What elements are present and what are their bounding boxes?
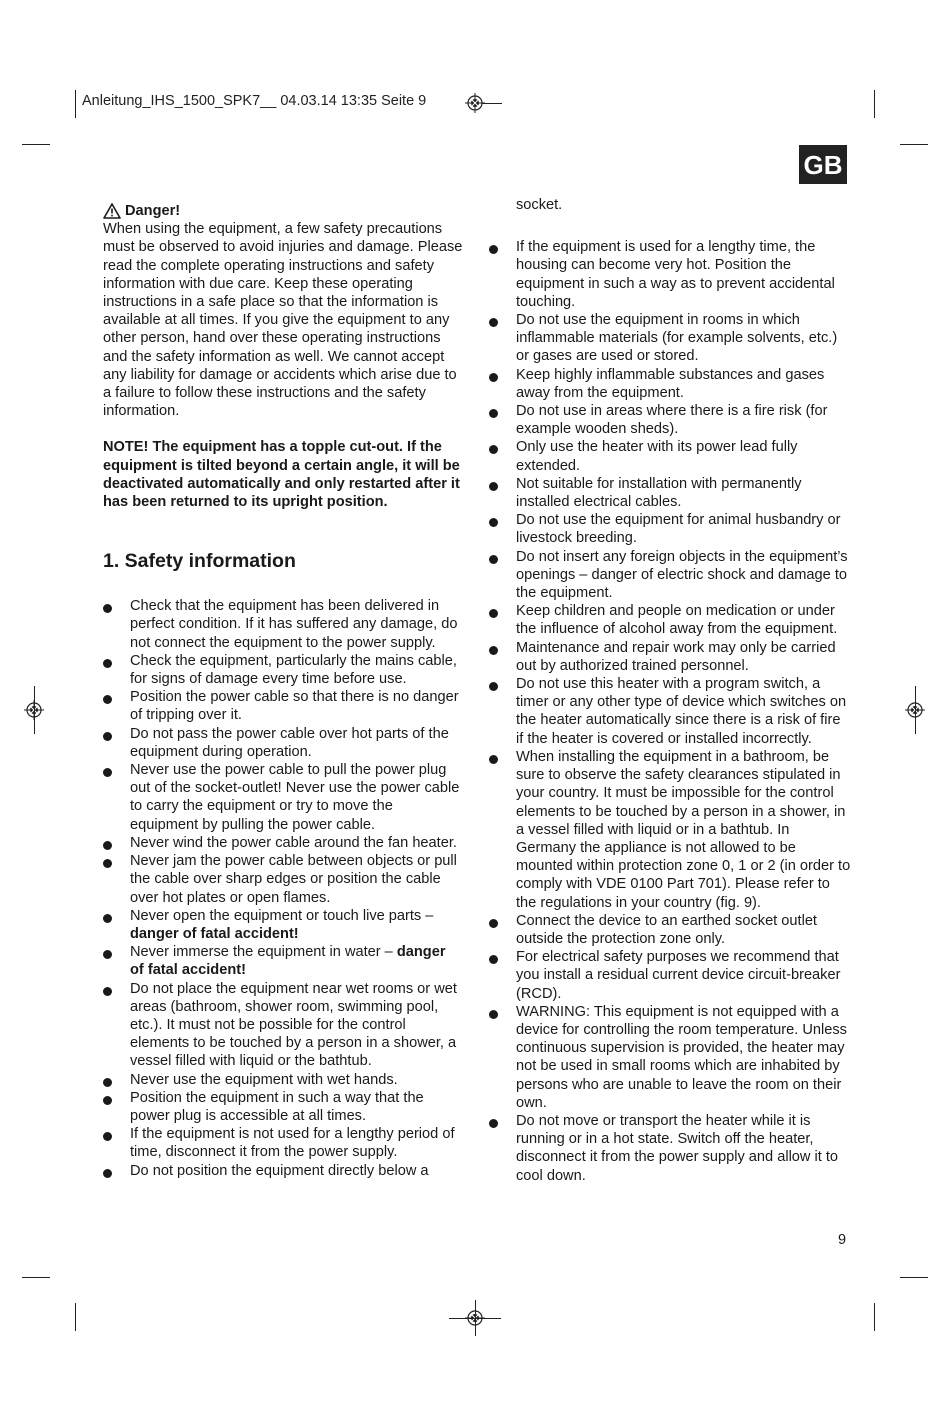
list-item-text: Check the equipment, particularly the mains cable, for signs of damage every time before use. bbox=[130, 652, 457, 688]
list-item bbox=[103, 725, 463, 761]
print-header: Anleitung_IHS_1500_SPK7__ 04.03.14 13:35 Seite 9 bbox=[82, 93, 427, 109]
list-item: For electrical safety purposes we recommend that you install a residual current device circuit-breaker (RCD). bbox=[489, 948, 851, 1003]
list-item bbox=[103, 1125, 463, 1161]
list-item-emphasis: danger of fatal accident! bbox=[130, 925, 299, 942]
safety-list-left bbox=[103, 597, 463, 1180]
list-item-text: Position the equipment in such a way that the power plug is accessible at all times. bbox=[130, 1089, 424, 1124]
list-item-text: Never use the power cable to pull the power plug out of the socket-outlet! Never use the power cable to carry the equipment or try to move the equipment by pulling the power cable. bbox=[130, 762, 460, 833]
crop-mark bbox=[22, 144, 50, 145]
page-number: 9 bbox=[838, 1232, 847, 1248]
danger-heading-label: Danger! bbox=[125, 203, 181, 219]
list-item bbox=[103, 652, 463, 688]
list-item bbox=[103, 980, 463, 1071]
list-item bbox=[103, 1071, 463, 1089]
list-item: When installing the equipment in a bathroom, be sure to observe the safety clearances stipulated in your country. It must be impossible for the control elements to be touched by a person in a shower, in a vessel filled with liquid or in a bathtub. In Germany the appliance is not allowed to be mounted within protection zone 0, 1 or 2 (in order to comply with VDE 0100 Part 701). Please refer to the regulations in your country (fig. 9). bbox=[489, 748, 851, 912]
list-item-emphasis: danger of fatal accident! bbox=[130, 944, 446, 979]
crop-mark bbox=[22, 1277, 50, 1278]
list-item-text: Check that the equipment has been delivered in perfect condition. If it has suffered any damage, do not connect the equipment to the power supply. bbox=[130, 598, 458, 651]
list-item: Keep highly inflammable substances and gases away from the equipment. bbox=[489, 366, 851, 402]
list-item-text: Never open the equipment or touch live parts – bbox=[130, 907, 434, 924]
safety-list-right bbox=[489, 238, 851, 1185]
list-item: Connect the device to an earthed socket outlet outside the protection zone only. bbox=[489, 912, 851, 948]
list-item bbox=[103, 688, 463, 724]
list-item-text: Position the power cable so that there is no danger of tripping over it. bbox=[130, 689, 459, 724]
crop-mark bbox=[900, 1277, 928, 1278]
list-item-text: Never use the equipment with wet hands. bbox=[130, 1071, 398, 1088]
list-item bbox=[103, 943, 463, 979]
list-item: Not suitable for installation with permanently installed electrical cables. bbox=[489, 475, 851, 511]
list-item: Do not use in areas where there is a fire risk (for example wooden sheds). bbox=[489, 402, 851, 438]
danger-paragraph: When using the equipment, a few safety precautions must be observed to avoid injuries and damage. Please read the complete operating instructions and safety information with due care. Keep these operating instructions in a safe place so that the information is available at all times. If you give the equipment to any other person, hand over these operating instructions and the safety information as well. We cannot accept any liability for damage or accidents which arise due to a failure to follow these instructions and the safety information. bbox=[103, 221, 463, 420]
list-item: Maintenance and repair work may only be carried out by authorized trained personnel. bbox=[489, 639, 851, 675]
list-item: Do not use the equipment for animal husbandry or livestock breeding. bbox=[489, 511, 851, 547]
list-item: Only use the heater with its power lead fully extended. bbox=[489, 438, 851, 474]
list-item: If the equipment is used for a lengthy time, the housing can become very hot. Position the equipment in such a way as to prevent accidental touching. bbox=[489, 238, 851, 311]
list-item bbox=[103, 1089, 463, 1125]
left-column bbox=[103, 202, 463, 1180]
list-item-text: Never jam the power cable between objects or pull the cable over sharp edges or position the cable over hot plates or open flames. bbox=[130, 853, 457, 906]
list-item bbox=[103, 761, 463, 834]
crop-mark bbox=[75, 90, 76, 118]
list-item bbox=[103, 834, 463, 852]
list-item-text: If the equipment is not used for a lengthy period of time, disconnect it from the power supply. bbox=[130, 1126, 455, 1161]
list-item bbox=[103, 852, 463, 907]
list-item: Do not insert any foreign objects in the equipment’s openings – danger of electric shock and damage to the equipment. bbox=[489, 548, 851, 603]
note-paragraph: NOTE! The equipment has a topple cut-out. If the equipment is tilted beyond a certain angle, it will be deactivated automatically and only restarted after it has been returned to its upright position. bbox=[103, 439, 460, 511]
list-item: Do not use the equipment in rooms in which inflammable materials (for example solvents, etc.) or gases are used or stored. bbox=[489, 311, 851, 366]
list-item-text: Do not position the equipment directly below a bbox=[130, 1162, 429, 1179]
crop-mark bbox=[874, 90, 875, 118]
list-item: Keep children and people on medication or under the influence of alcohol away from the equipment. bbox=[489, 602, 851, 638]
list-item: Do not move or transport the heater while it is running or in a hot state. Switch off the heater, disconnect it from the power supply and allow it to cool down. bbox=[489, 1112, 851, 1185]
list-item-text: Never wind the power cable around the fan heater. bbox=[130, 834, 457, 851]
crop-mark bbox=[75, 1303, 76, 1331]
crop-mark bbox=[482, 103, 502, 104]
list-continuation: socket. bbox=[516, 197, 563, 213]
list-item bbox=[103, 1162, 463, 1180]
crop-mark bbox=[915, 686, 916, 734]
danger-heading bbox=[103, 202, 463, 220]
crop-mark bbox=[475, 1300, 476, 1336]
list-item: WARNING: This equipment is not equipped with a device for controlling the room temperature. Unless continuous supervision is provided, the heater may not be used in small rooms which are inhabited by persons who are unable to leave the room on their own. bbox=[489, 1003, 851, 1112]
crop-mark bbox=[874, 1303, 875, 1331]
list-item-text: Do not place the equipment near wet rooms or wet areas (bathroom, shower room, swimming pool, etc.). It must not be possible for the control elements to be touched by a person in a shower, a vessel filled with liquid or the bathtub. bbox=[130, 980, 457, 1070]
list-item bbox=[103, 907, 463, 943]
crop-mark bbox=[900, 144, 928, 145]
language-badge: GB bbox=[799, 145, 847, 184]
list-item-text: Do not pass the power cable over hot parts of the equipment during operation. bbox=[130, 725, 449, 760]
warning-triangle-icon bbox=[103, 203, 121, 219]
list-item-text: Never immerse the equipment in water – bbox=[130, 944, 397, 961]
right-column bbox=[489, 196, 851, 1185]
crop-mark bbox=[34, 686, 35, 734]
list-item bbox=[103, 597, 463, 652]
list-item: Do not use this heater with a program switch, a timer or any other type of device which switches on the heater automatically since there is a risk of fire if the heater is covered or installed incorrectly. bbox=[489, 675, 851, 748]
section-title: 1. Safety information bbox=[103, 550, 296, 573]
